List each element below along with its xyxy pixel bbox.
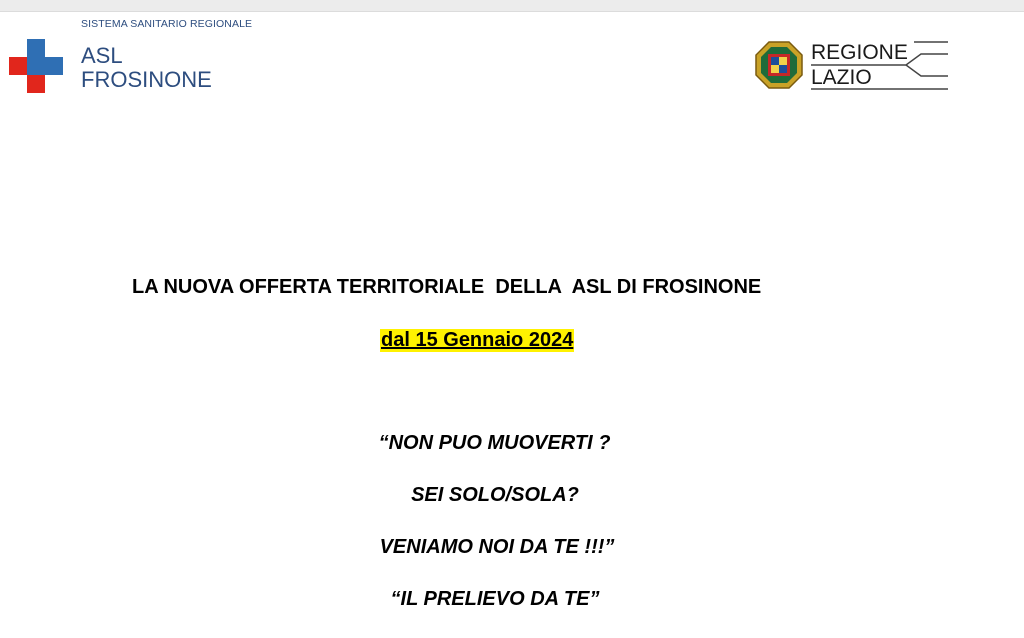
regione-lazio-emblem-icon bbox=[754, 40, 804, 90]
asl-logo-text bbox=[81, 44, 212, 92]
asl-line-2: FROSINONE bbox=[81, 67, 212, 92]
slogan-1: “NON PUO MUOVERTI ? bbox=[378, 432, 611, 454]
slogan-2: SEI SOLO/SOLA? bbox=[411, 484, 579, 506]
slogan-3: VENIAMO NOI DA TE !!!” bbox=[379, 536, 615, 558]
document-title-text: LA NUOVA OFFERTA TERRITORIALE DELLA ASL DI FROSINONE bbox=[132, 276, 762, 298]
slogan-4: “IL PRELIEVO DA TE” bbox=[390, 588, 600, 610]
slogan-line bbox=[0, 484, 1024, 507]
region-line-1: REGIONE bbox=[811, 41, 908, 64]
date-highlight: dal 15 Gennaio 2024 bbox=[381, 329, 574, 351]
region-line-2: LAZIO bbox=[811, 66, 872, 89]
asl-system-label: SISTEMA SANITARIO REGIONALE bbox=[81, 18, 253, 30]
top-bar bbox=[0, 0, 1024, 12]
slogan-line bbox=[0, 432, 1024, 455]
asl-line-1: ASL bbox=[81, 43, 123, 68]
slogan-line bbox=[0, 588, 1024, 611]
asl-cross-logo-icon bbox=[8, 38, 64, 94]
document-title bbox=[0, 276, 1024, 299]
date-line bbox=[0, 329, 1024, 352]
slogan-line bbox=[0, 536, 1024, 559]
regione-lazio-decorative-lines bbox=[811, 39, 951, 91]
